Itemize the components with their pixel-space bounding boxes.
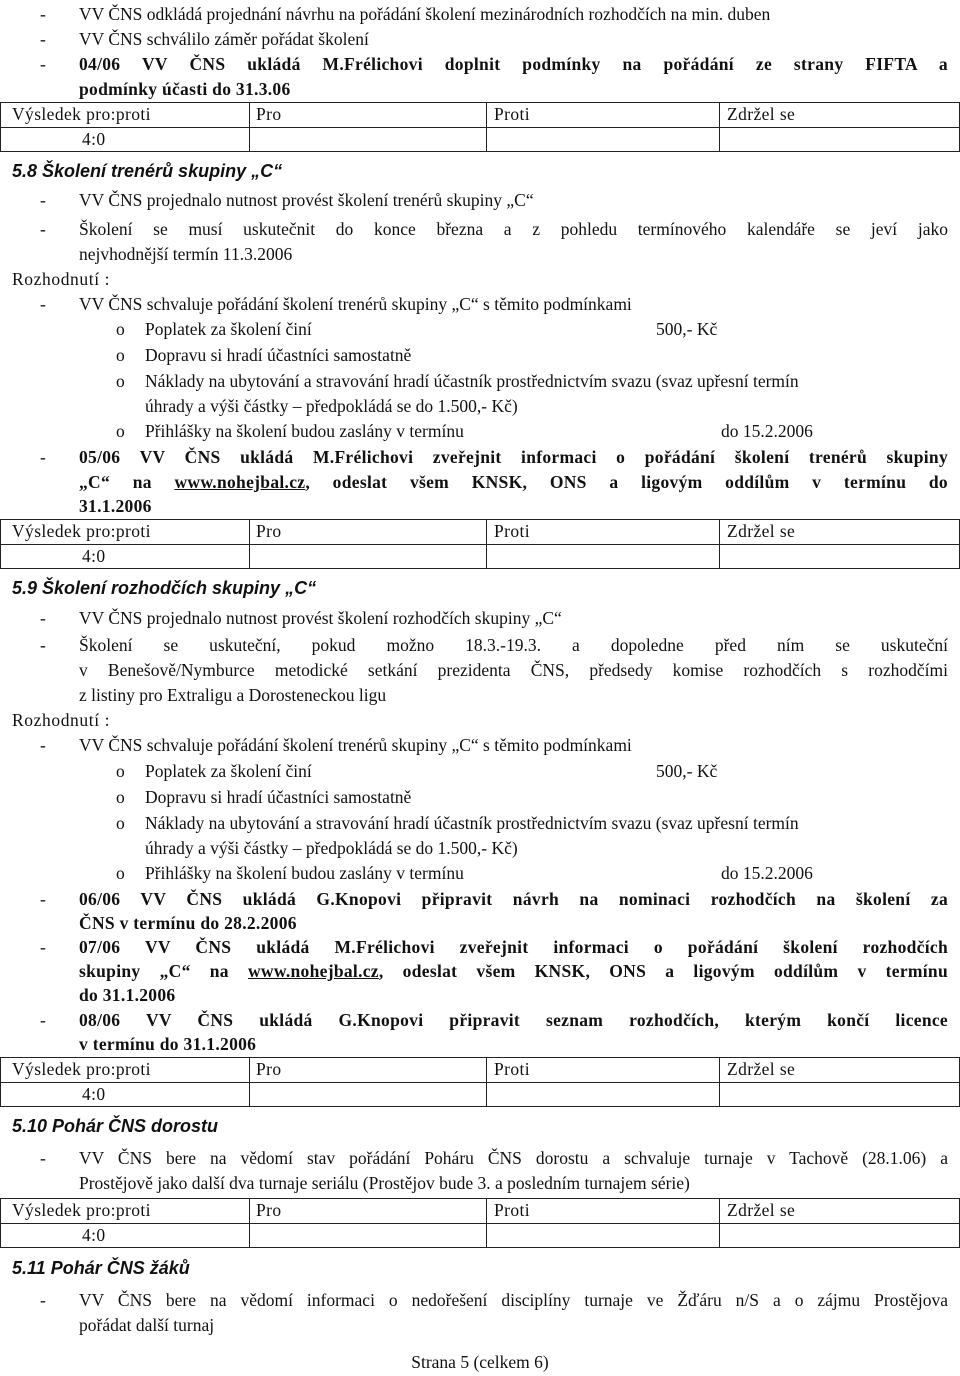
list-item — [0, 606, 960, 631]
decision-label — [0, 267, 960, 292]
dash: - — [40, 219, 46, 239]
task-text: ČNS v termínu do 28.2.2006 — [79, 913, 297, 933]
vote-result: 4:0 — [82, 546, 106, 566]
section-heading — [0, 1114, 960, 1139]
item-text: VV ČNS schválilo záměr pořádat školení — [79, 29, 369, 49]
sub-item-text: Dopravu si hradí účastníci samostatně — [145, 787, 412, 807]
rozhodnuti-label: Rozhodnutí : — [12, 269, 111, 289]
section-title: 5.11 Pohár ČNS žáků — [12, 1258, 190, 1278]
bullet: o — [116, 863, 125, 883]
dash: - — [40, 608, 46, 628]
section-title: 5.8 Školení trenérů skupiny „C“ — [12, 161, 283, 181]
decision-label — [0, 708, 960, 733]
sub-item — [0, 317, 960, 342]
sub-item-cont — [0, 836, 960, 861]
task-text: 04/06 VV ČNS ukládá M.Frélichovi doplnit podmínky na pořádání ze strany FIFTA a — [79, 54, 948, 74]
task-text: „C“ na www.nohejbal.cz, odeslat všem KNSK, ONS a ligovým oddílům v termínu do — [79, 472, 948, 492]
item-text: VV ČNS bere na vědomí stav pořádání Poháru ČNS dorostu a schvaluje turnaje v Tachově (28.1.06) a — [79, 1148, 948, 1168]
vote-zdrzel: Zdržel se — [727, 1200, 796, 1220]
task-item-cont — [0, 494, 960, 519]
list-item — [0, 217, 960, 242]
dash: - — [40, 1290, 46, 1310]
task-item — [0, 935, 960, 960]
vote-zdrzel: Zdržel se — [727, 104, 796, 124]
deadline: do 15.2.2006 — [721, 863, 813, 883]
task-text: 06/06 VV ČNS ukládá G.Knopovi připravit návrh na nominaci rozhodčích na školení za — [79, 889, 948, 909]
sub-item-text: Přihlášky na školení budou zaslány v termínu — [145, 421, 464, 441]
list-item-cont — [0, 683, 960, 708]
item-text: z listiny pro Extraligu a Dorosteneckou ligu — [79, 685, 387, 705]
task-item-cont — [0, 1032, 960, 1057]
vote-table — [0, 1198, 960, 1248]
sub-item-text: Poplatek za školení činí — [145, 319, 312, 339]
fee-amount: 500,- Kč — [656, 319, 718, 339]
sub-item — [0, 759, 960, 784]
vote-proti: Proti — [494, 104, 531, 124]
item-text: VV ČNS schvaluje pořádání školení trenérů skupiny „C“ s těmito podmínkami — [79, 735, 632, 755]
sub-item-text: úhrady a výši částky – předpokládá se do 1.500,- Kč) — [145, 396, 518, 416]
section-heading — [0, 159, 960, 184]
vote-proti: Proti — [494, 1059, 531, 1079]
task-text: podmínky účasti do 31.3.06 — [79, 79, 291, 99]
bullet: o — [116, 345, 125, 365]
item-text: pořádat další turnaj — [79, 1315, 215, 1335]
item-text: VV ČNS projednalo nutnost provést školení trenérů skupiny „C“ — [79, 190, 534, 210]
vote-pro: Pro — [256, 1059, 282, 1079]
sub-item — [0, 811, 960, 836]
list-item-cont — [0, 1171, 960, 1196]
vote-table — [0, 519, 960, 569]
vote-proti: Proti — [494, 1200, 531, 1220]
task-text: v termínu do 31.1.2006 — [79, 1034, 257, 1054]
list-item — [0, 633, 960, 658]
dash: - — [40, 29, 46, 49]
vote-proti: Proti — [494, 521, 531, 541]
list-item — [0, 2, 960, 27]
bullet: o — [116, 371, 125, 391]
item-text: Školení se uskuteční, pokud možno 18.3.-19.3. a dopoledne před ním se uskuteční — [79, 635, 948, 655]
item-text: nejvhodnější termín 11.3.2006 — [79, 244, 293, 264]
list-item — [0, 1288, 960, 1313]
task-item — [0, 887, 960, 912]
deadline: do 15.2.2006 — [721, 421, 813, 441]
vote-zdrzel: Zdržel se — [727, 521, 796, 541]
dash: - — [40, 889, 46, 909]
nohejbal-link[interactable]: www.nohejbal.cz — [174, 472, 306, 492]
sub-item-text: Náklady na ubytování a stravování hradí účastník prostřednictvím svazu (svaz upřesní termín — [145, 371, 799, 391]
list-item — [0, 1146, 960, 1171]
section-title: 5.9 Školení rozhodčích skupiny „C“ — [12, 578, 317, 598]
section-heading — [0, 1256, 960, 1281]
task-item-cont — [0, 983, 960, 1008]
sub-item — [0, 861, 960, 886]
item-text: Školení se musí uskutečnit do konce března a z pohledu termínového kalendáře se jeví jako — [79, 219, 948, 239]
dash: - — [40, 735, 46, 755]
section-heading — [0, 576, 960, 601]
bullet: o — [116, 787, 125, 807]
sub-item-cont — [0, 394, 960, 419]
bullet: o — [116, 761, 125, 781]
sub-item — [0, 369, 960, 394]
bullet: o — [116, 421, 125, 441]
dash: - — [40, 937, 46, 957]
task-text: 07/06 VV ČNS ukládá M.Frélichovi zveřejnit informaci o pořádání školení rozhodčích — [79, 937, 948, 957]
task-item — [0, 52, 960, 77]
vote-zdrzel: Zdržel se — [727, 1059, 796, 1079]
sub-item-text: Dopravu si hradí účastníci samostatně — [145, 345, 412, 365]
list-item — [0, 188, 960, 213]
task-text: 31.1.2006 — [79, 496, 152, 516]
section-title: 5.10 Pohár ČNS dorostu — [12, 1116, 219, 1136]
list-item-cont — [0, 658, 960, 683]
task-text: 08/06 VV ČNS ukládá G.Knopovi připravit seznam rozhodčích, kterým končí licence — [79, 1010, 948, 1030]
vote-pro: Pro — [256, 1200, 282, 1220]
sub-item — [0, 343, 960, 368]
dash: - — [40, 1148, 46, 1168]
list-item — [0, 27, 960, 52]
vote-label: Výsledek pro:proti — [12, 1059, 151, 1079]
list-item — [0, 292, 960, 317]
dash: - — [40, 190, 46, 210]
vote-result: 4:0 — [82, 1225, 106, 1245]
task-item-cont — [0, 77, 960, 102]
vote-label: Výsledek pro:proti — [12, 521, 151, 541]
dash: - — [40, 294, 46, 314]
page-footer: Strana 5 (celkem 6) — [411, 1352, 549, 1372]
list-item-cont — [0, 1313, 960, 1338]
fee-amount: 500,- Kč — [656, 761, 718, 781]
vote-result: 4:0 — [82, 129, 106, 149]
sub-item-text: Náklady na ubytování a stravování hradí účastník prostřednictvím svazu (svaz upřesní termín — [145, 813, 799, 833]
dash: - — [40, 1010, 46, 1030]
task-text: skupiny „C“ na www.nohejbal.cz, odeslat všem KNSK, ONS a ligovým oddílům v termínu — [79, 961, 948, 981]
list-item — [0, 733, 960, 758]
bullet: o — [116, 319, 125, 339]
item-text: VV ČNS bere na vědomí informaci o nedořešení disciplíny turnaje ve Žďáru n/S a o zájmu Prostějova — [79, 1290, 948, 1310]
sub-item-text: úhrady a výši částky – předpokládá se do 1.500,- Kč) — [145, 838, 518, 858]
dash: - — [40, 635, 46, 655]
item-text: VV ČNS schvaluje pořádání školení trenérů skupiny „C“ s těmito podmínkami — [79, 294, 632, 314]
rozhodnuti-label: Rozhodnutí : — [12, 710, 111, 730]
dash: - — [40, 447, 46, 467]
vote-pro: Pro — [256, 521, 282, 541]
sub-item — [0, 419, 960, 444]
nohejbal-link[interactable]: www.nohejbal.cz — [247, 961, 379, 981]
task-item — [0, 445, 960, 470]
bullet: o — [116, 813, 125, 833]
sub-item-text: Přihlášky na školení budou zaslány v termínu — [145, 863, 464, 883]
task-text: do 31.1.2006 — [79, 985, 176, 1005]
task-text: 05/06 VV ČNS ukládá M.Frélichovi zveřejnit informaci o pořádání školení trenérů skupiny — [79, 447, 948, 467]
task-item — [0, 1008, 960, 1033]
dash: - — [40, 4, 46, 24]
sub-item-text: Poplatek za školení činí — [145, 761, 312, 781]
item-text: Prostějově jako další dva turnaje seriálu (Prostějov bude 3. a posledním turnajem série) — [79, 1173, 690, 1193]
vote-result: 4:0 — [82, 1084, 106, 1104]
vote-label: Výsledek pro:proti — [12, 1200, 151, 1220]
list-item-cont — [0, 242, 960, 267]
task-item-cont — [0, 470, 960, 495]
task-item-cont — [0, 959, 960, 984]
item-text: v Benešově/Nymburce metodické setkání prezidenta ČNS, předsedy komise rozhodčích s rozhodčími — [79, 660, 948, 680]
vote-table — [0, 102, 960, 152]
item-text: VV ČNS projednalo nutnost provést školení rozhodčích skupiny „C“ — [79, 608, 562, 628]
sub-item — [0, 785, 960, 810]
vote-table — [0, 1057, 960, 1107]
dash: - — [40, 54, 46, 74]
task-item-cont — [0, 911, 960, 936]
item-text: VV ČNS odkládá projednání návrhu na pořádání školení mezinárodních rozhodčích na min. duben — [79, 4, 771, 24]
vote-label: Výsledek pro:proti — [12, 104, 151, 124]
vote-pro: Pro — [256, 104, 282, 124]
